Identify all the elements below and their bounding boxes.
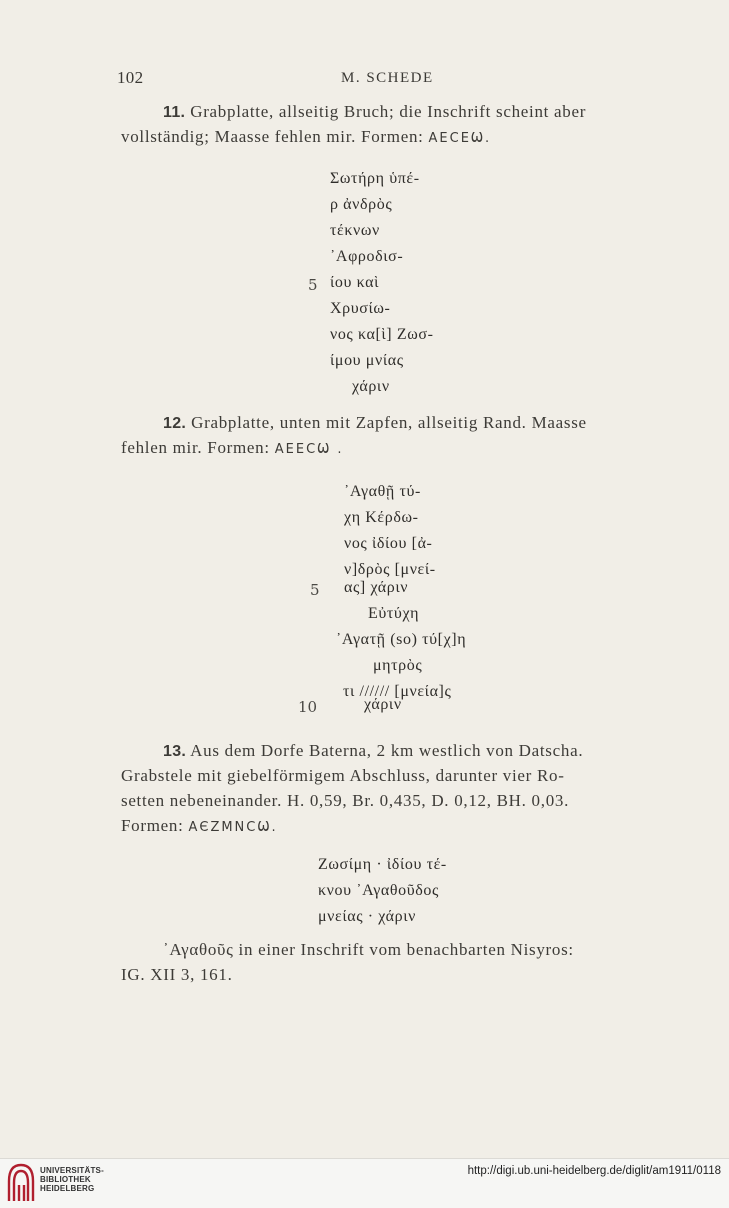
inscription-11-line: ᾿Αφροδισ-: [330, 248, 404, 265]
entry-12-letter-forms: ΑΕΕϹѠ .: [274, 442, 344, 457]
inscription-12-line: χη Κέρδω-: [344, 509, 419, 526]
entry-11-text-1: Grabplatte, allseitig Bruch; die Inschrift scheint aber: [190, 102, 587, 121]
inscription-12-line: νος ἰδίου [ἀ-: [344, 535, 433, 552]
inscription-11-line: ίμου μνίας: [330, 352, 404, 369]
entry-12-text-1: Grabplatte, unten mit Zapfen, allseitig Rand. Maasse: [191, 413, 587, 432]
inscription-12-line-number: 10: [298, 698, 318, 716]
library-logo-icon[interactable]: [6, 1161, 36, 1203]
inscription-11-line: νος κα[ὶ] Ζωσ-: [330, 326, 434, 343]
inscription-11-line: ίου καὶ: [330, 274, 380, 291]
entry-13-text-4: Formen:: [121, 816, 184, 835]
inscription-11-line: χάριν: [352, 378, 390, 395]
entry-12-number: 12.: [163, 415, 187, 432]
entry-13-line-2: Grabstele mit giebelförmigem Abschluss, darunter vier Ro-: [121, 766, 565, 785]
inscription-13-line: Ζωσίμη · ἰδίου τέ-: [318, 856, 447, 873]
entry-12-line-2: [121, 438, 344, 458]
entry-13-letter-forms: ΑЄΖΜΝϹѠ.: [188, 820, 278, 835]
logo-line: BIBLIOTHEK: [40, 1175, 91, 1184]
entry-13-line-3: setten nebeneinander. H. 0,59, Br. 0,435, D. 0,12, BH. 0,03.: [121, 791, 570, 810]
source-url-link[interactable]: [468, 1165, 721, 1177]
inscription-13-line: μνείας · χάριν: [318, 908, 416, 925]
inscription-11-line: Σωτήρη ὑπέ-: [330, 170, 420, 187]
inscription-12-line: ας] χάριν: [344, 579, 409, 596]
entry-11-text-2: vollständig; Maasse fehlen mir. Formen:: [121, 127, 424, 146]
inscription-11-line-number: 5: [308, 276, 318, 294]
inscription-12-line: Εὐτύχη: [368, 605, 420, 622]
entry-11-letter-forms: ΑΕϹΕѠ.: [428, 131, 492, 146]
inscription-12-line: χάριν: [364, 696, 402, 713]
library-logo-text[interactable]: [40, 1166, 104, 1193]
inscription-13-line: κνου ᾿Αγαθοῦδος: [318, 882, 439, 899]
logo-line: UNIVERSITÄTS-: [40, 1166, 104, 1175]
inscription-12-line-number: 5: [310, 581, 320, 599]
running-head: M. SCHEDE: [341, 70, 434, 86]
source-url[interactable]: http://digi.ub.uni-heidelberg.de/diglit/am1911/0118: [467, 1165, 721, 1177]
inscription-12-line: ᾿Αγατῇ (so) τύ[χ]η: [336, 631, 467, 648]
entry-11-number: 11.: [163, 104, 186, 121]
inscription-11-line: ρ ἀνδρὸς: [330, 196, 393, 213]
entry-13-text-1: Aus dem Dorfe Baterna, 2 km westlich von Datscha.: [190, 741, 584, 760]
page-number: 102: [117, 68, 144, 87]
entry-11-line-1: [163, 102, 586, 122]
entry-12-line-1: [163, 413, 587, 433]
logo-line: HEIDELBERG: [40, 1184, 95, 1193]
closing-line-2: IG. XII 3, 161.: [121, 965, 233, 984]
entry-13-number: 13.: [163, 743, 187, 760]
inscription-12-line: ᾿Αγαθῇ τύ-: [344, 483, 421, 500]
inscription-12-line: τι ////// [μνεία]ς: [343, 683, 452, 700]
entry-13-line-1: [163, 741, 583, 761]
inscription-12-line: ν]δρὸς [μνεί-: [344, 561, 436, 578]
inscription-12-line: μητρὸς: [373, 657, 423, 674]
entry-11-line-2: [121, 127, 491, 147]
inscription-11-line: τέκνων: [330, 222, 380, 239]
entry-12-text-2: fehlen mir. Formen:: [121, 438, 270, 457]
entry-13-line-4: [121, 816, 278, 836]
inscription-11-line: Χρυσίω-: [330, 300, 391, 317]
closing-line-1: ᾿Αγαθοῦς in einer Inschrift vom benachbarten Nisyros:: [163, 940, 574, 959]
